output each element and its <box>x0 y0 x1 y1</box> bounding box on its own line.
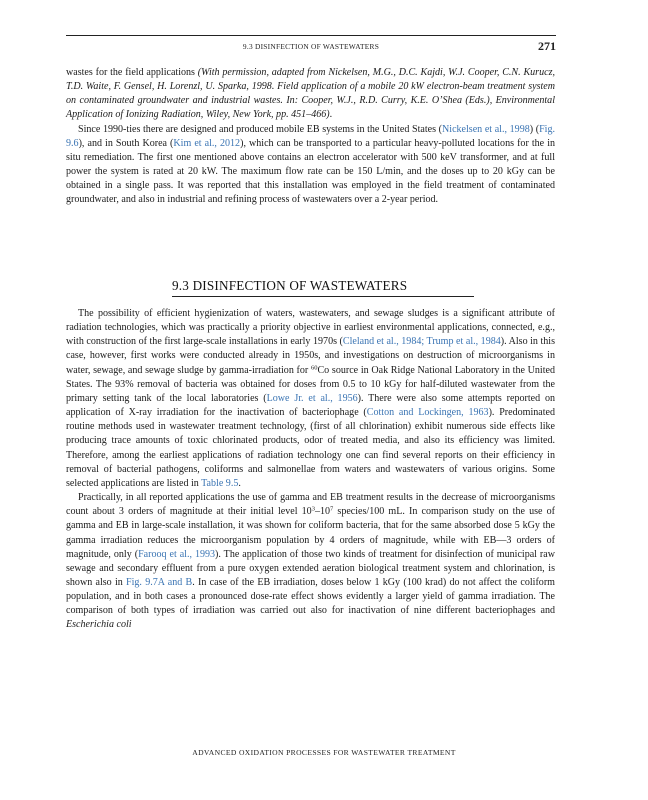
body-text: ), and in South Korea ( <box>78 137 174 149</box>
superscript: 3 <box>311 505 315 513</box>
running-title: 9.3 DISINFECTION OF WASTEWATERS <box>242 42 380 51</box>
running-header <box>66 39 556 57</box>
figure-link[interactable]: Fig. 9.6 <box>66 123 556 149</box>
body-text: Practically, in all reported applications the use of gamma and EB treatment results in the decrease of microorganisms count about 3 orders of magnitude at their initial level 10 <box>66 492 555 518</box>
species-name: Escherichia coli <box>66 619 132 631</box>
figure-caption-continuation <box>66 66 555 123</box>
paragraph-hygienization <box>66 307 555 491</box>
section-heading-rule <box>172 296 474 297</box>
citation-link[interactable]: Nickelsen et al., 1998 <box>442 123 530 135</box>
running-footer: ADVANCED OXIDATION PROCESSES FOR WASTEWATER TREATMENT <box>192 748 456 757</box>
superscript: 60 <box>310 364 318 372</box>
citation-link[interactable]: Kim et al., 2012 <box>173 137 241 149</box>
body-text: . In case of the EB irradiation, doses below 1 kGy (100 krad) do not affect the coliform population, and in both cases a pronounced dose-rate effect shows evidently a larger yield of gamma irradiation. The comparison of both types of irradiation was carried out also for inactivation of nine different bacteriophages and <box>66 576 555 617</box>
paragraph-mobile-eb <box>66 123 555 208</box>
body-text: ). Predominated routine methods used in wastewater treatment technology, (first of all chlorination) exhibit numerous side effects like producing trace amounts of toxic chlorinated products, odor of treated media, and also its efficiency was limited. Therefore, among the earliest applications of radiation technology one can find several reports on their efficiency in removal of bacterial pathogens, coliforms and salmonellae from waters and wastewaters of various origins. Some selected applications are listed in <box>66 407 556 489</box>
page-number: 271 <box>538 39 556 53</box>
citation-link[interactable]: Farooq et al., 1993 <box>138 548 216 560</box>
body-text: Co source in Oak Ridge National Laboratory in the United States. The 93% removal of bacteria was obtained for doses from 0.5 to 10 kGy for half-diluted wastewater from the primary setting tank of the local laboratories ( <box>66 364 556 404</box>
paragraph-gamma-eb-comparison <box>66 491 555 633</box>
body-text: ). There were also some attempts reported on application of X-ray irradiation for the inactivation of bacteriophage ( <box>66 392 555 419</box>
caption-citation: (With permission, adapted from Nickelsen, M.G., D.C. Kajdi, W.J. Cooper, C.N. Kurucz, T.D. Waite, F. Gensel, H. Lorenzl, U. Sparka, 1998. Field application of a mobile 20 kW electron-beam treatment system on contaminated groundwater and industrial wastes. In: Cooper, W.J., R.D. Curry, K.E. O’Shea (Eds.), Environmental Application of Ionizing Radiation, Wiley, New York, pp. 451–466) <box>66 67 555 121</box>
figure-link[interactable]: Fig. 9.7A and B <box>126 576 193 588</box>
table-link[interactable]: Table 9.5 <box>201 477 239 489</box>
caption-text: . <box>329 109 333 121</box>
section-text-block <box>66 307 555 633</box>
body-text: The possibility of efficient hygienization of waters, wastewaters, and sewage sludges is a significant attribute of radiation technologies, which was practically a priority objective in earliest environmental applications, connected, e.g., with construction of the first large-scale installations in early 1970s ( <box>66 308 555 348</box>
body-text: –10 <box>314 506 331 518</box>
section-heading: 9.3 DISINFECTION OF WASTEWATERS <box>172 278 408 293</box>
body-text: Since 1990-ties there are designed and produced mobile EB systems in the United States ( <box>78 123 443 135</box>
body-text: ), which can be transported to a particular heavy-polluted locations for the in situ remediation. The first one mentioned above contains an electron accelerator with 500 keV transformer, and at full power the system is rated at 20 kW. The maximum flow rate can be 150 L/min, and the doses up to 20 kGy can be obtained in a single pass. It was reported that this installation was employed in the field treatment of contaminated groundwater, and also in industrial and refining process of wastewaters over a 2-year period. <box>66 137 556 206</box>
citation-link[interactable]: Cotton and Lockingen, 1963 <box>366 407 489 419</box>
header-rule <box>66 35 556 36</box>
body-text: species/100 mL. In comparison study on the use of gamma and EB in large-scale installation, it was shown for coliform bacteria, that for the same absorbed dose 5 kGy the gamma irradiation reduces the microorganism population by 4 orders of magnitude, while with EB—3 orders of magnitude, only ( <box>66 506 556 560</box>
superscript: 7 <box>330 505 334 513</box>
body-text: ) ( <box>529 123 540 135</box>
citation-link[interactable]: Lowe Jr. et al., 1956 <box>266 392 358 404</box>
citation-link[interactable]: Cleland et al., 1984; Trump et al., 1984 <box>342 336 501 348</box>
body-text: ). Also in this case, however, first works were conducted already in 1950s, and investigations on destruction of microorganisms in water, sewage, and sewage sludge by gamma-irradiation for <box>66 336 556 376</box>
body-text: ). The application of those two kinds of treatment for disinfection of municipal raw sewage and secondary effluent from a pure oxygen extended aeration biological treatment system and chlorination, is shown also in <box>66 548 555 588</box>
intro-text-block <box>66 66 555 208</box>
body-text: . <box>238 477 241 489</box>
caption-text: wastes for the field applications <box>66 67 198 78</box>
